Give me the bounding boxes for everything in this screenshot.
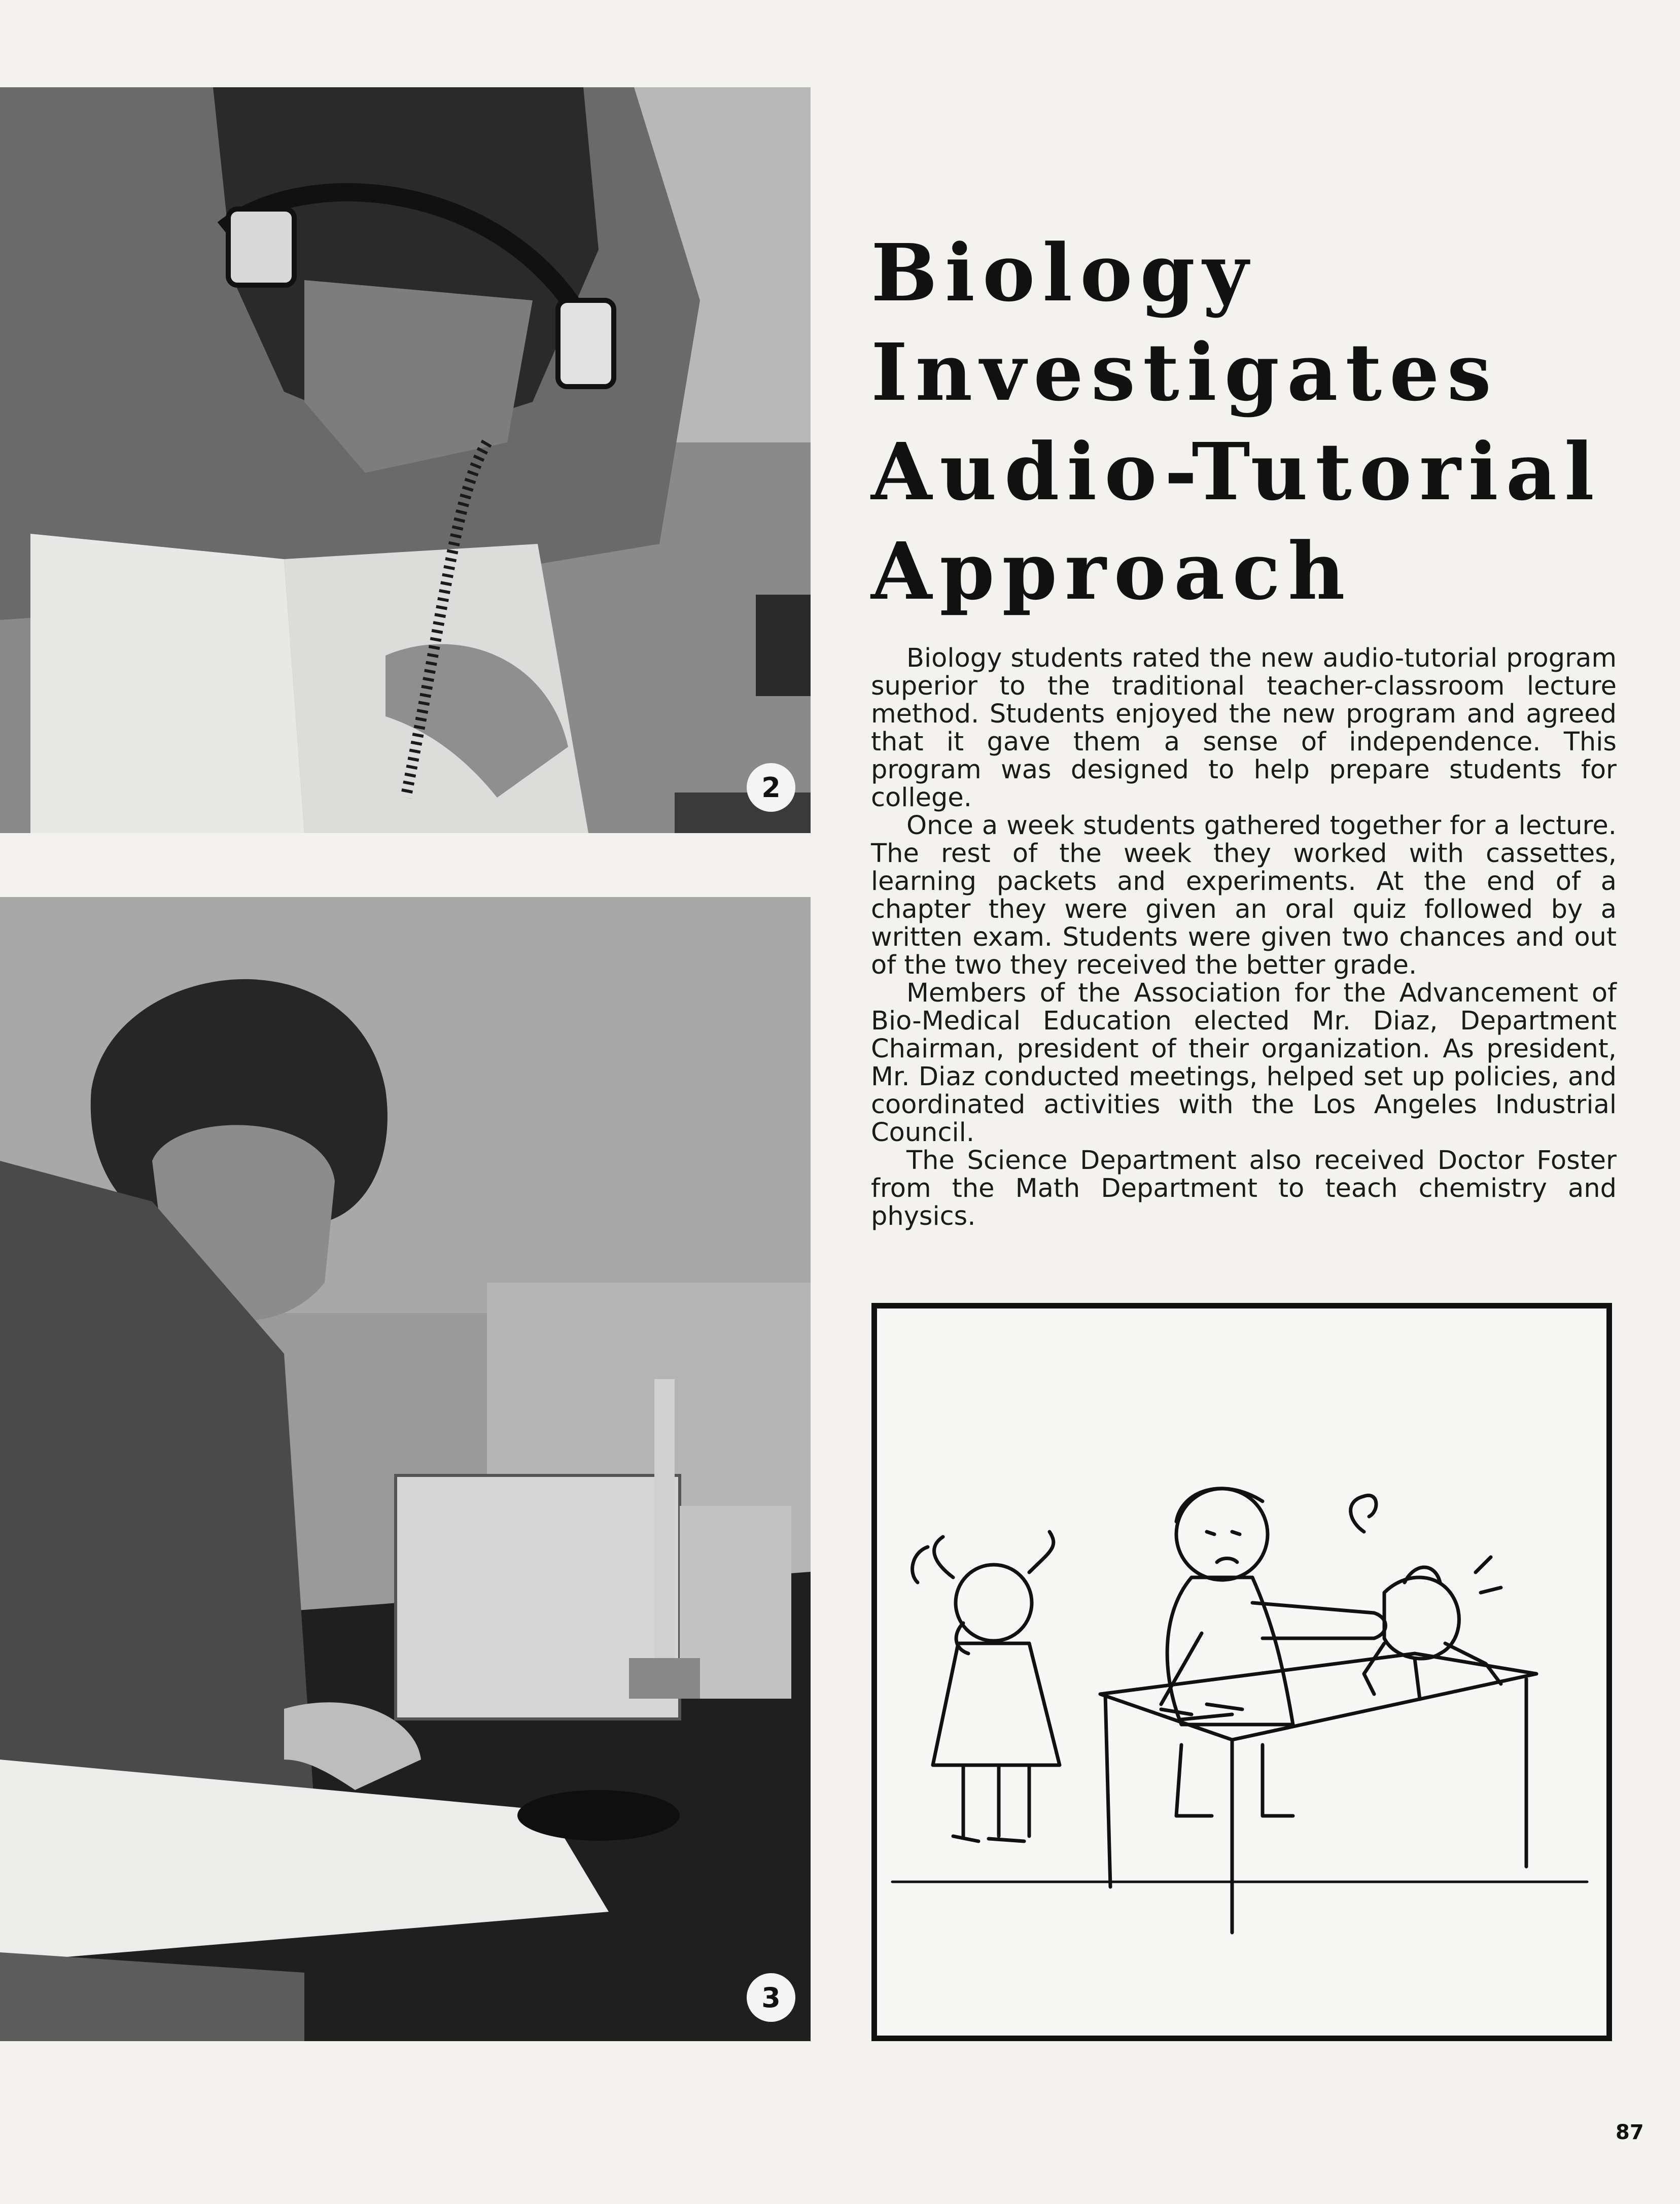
- article-title: [871, 223, 1652, 621]
- frog-leg: [1364, 1643, 1384, 1694]
- article-body: [871, 644, 1617, 1230]
- motion-line: [1476, 1557, 1501, 1593]
- boy-legs: [1176, 1745, 1293, 1816]
- girl-head: [956, 1565, 1032, 1641]
- boy-head: [1176, 1489, 1268, 1580]
- article-paragraph: Biology students rated the new audio-tutorial program superior to the traditional teacher-classroom lecture method. Students enjoyed the new program and agreed that it gave them a sense of independence. This program was designed to help prepare students for college.: [871, 643, 1617, 813]
- cartoon-illustration: [871, 1303, 1612, 2041]
- article-paragraph: Members of the Association for the Advancement of Bio-Medical Education elected Mr. Diaz, Department Chairman, president of their organization. As president, Mr. Diaz conducted meetings, helped set up policies, and coordinated activities with the Los Angeles Industrial Council.: [871, 978, 1617, 1148]
- girl-pigtail-left: [934, 1537, 953, 1577]
- boy-mouth: [1217, 1559, 1237, 1563]
- title-line: Audio-Tutorial: [871, 425, 1602, 518]
- photo-student-headphones-art: [0, 87, 811, 833]
- girl-legs: [963, 1765, 1029, 1836]
- photo-teacher-microscope: [0, 897, 811, 2041]
- article-paragraph: The Science Department also received Doctor Foster from the Math Department to teach chemistry and physics.: [871, 1146, 1617, 1231]
- girl-shoes: [953, 1836, 1024, 1841]
- photo-teacher-microscope-art: [0, 897, 811, 2041]
- frog-guts-spiral: [1351, 1495, 1376, 1532]
- title-line: Approach: [871, 525, 1353, 617]
- page-number: 87: [1616, 2121, 1644, 2144]
- title-line: Investigates: [871, 326, 1499, 419]
- boy-hair: [1176, 1489, 1263, 1522]
- table-legs: [1105, 1659, 1526, 1933]
- motion-line: [913, 1547, 928, 1582]
- girl-pigtail-right: [1029, 1532, 1054, 1572]
- photo-number-badge: 3: [747, 1973, 795, 2022]
- photo-number-badge: 2: [747, 763, 795, 812]
- photo-student-headphones: [0, 87, 811, 833]
- boy-eyes: [1207, 1532, 1240, 1534]
- cartoon-drawing: [877, 1308, 1606, 2036]
- boy-body: [1167, 1577, 1293, 1725]
- title-line: Biology: [871, 226, 1256, 319]
- girl-dress: [933, 1643, 1060, 1765]
- article-paragraph: Once a week students gathered together for a lecture. The rest of the week they worked with cassettes, learning packets and experiments. At the end of a chapter they were given an oral quiz followed by a written exam. Students were given two chances and out of the two they received the better grade.: [871, 811, 1617, 980]
